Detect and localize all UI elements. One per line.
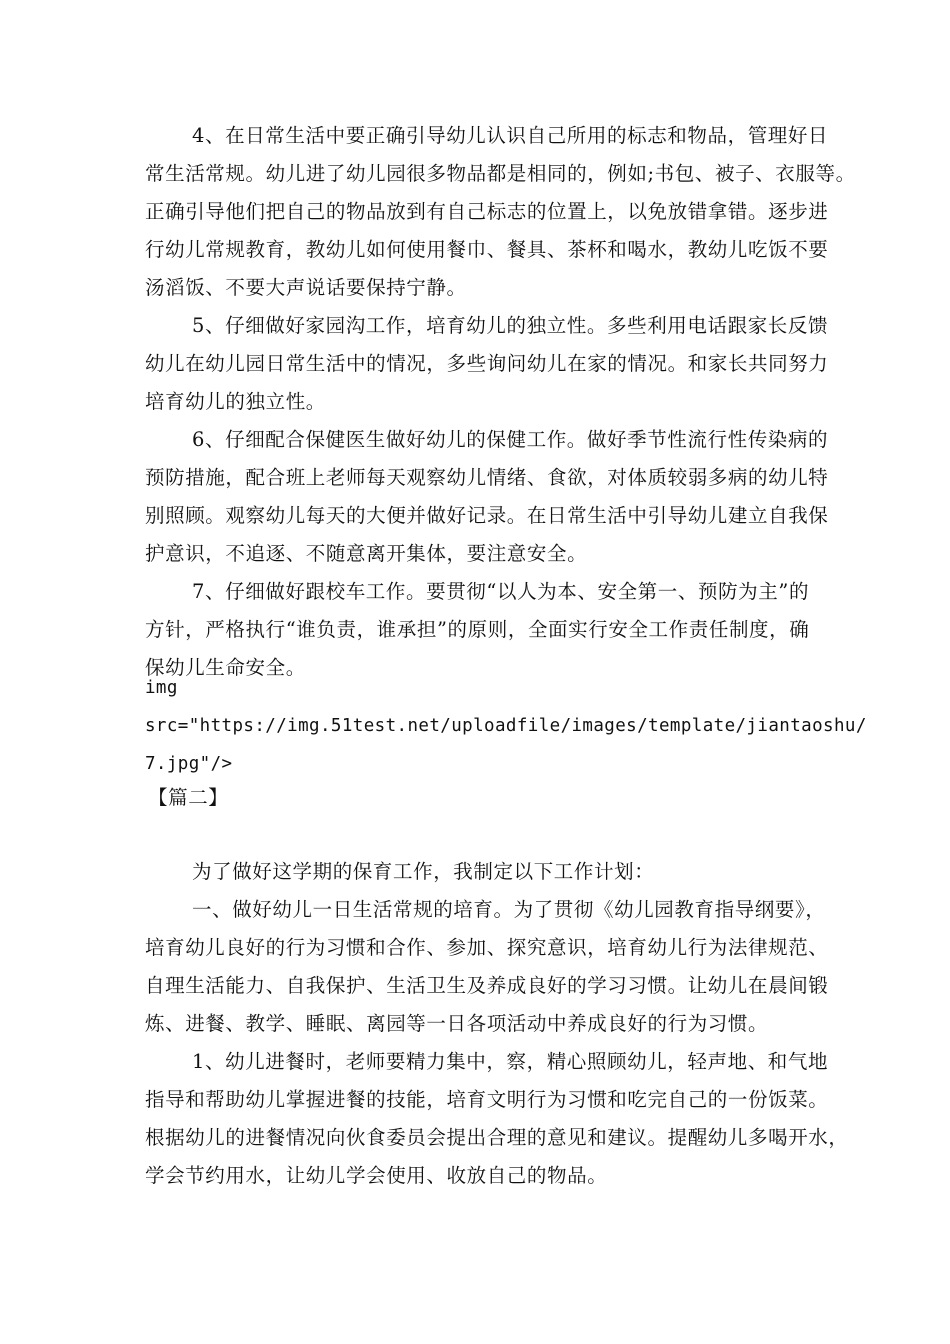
img-tag-text-line-1: img: [145, 678, 178, 698]
paragraph-6-line-4: 护意识，不追逐、不随意离开集体，要注意安全。: [145, 542, 588, 565]
img-tag-text-line-2: src="https://img.51test.net/uploadfile/images/template/jiantaoshu/: [145, 716, 867, 736]
paragraph-4-line-1: 4、在日常生活中要正确引导幼儿认识自己所用的标志和物品，管理好日: [192, 124, 829, 147]
section-1-line-2: 培育幼儿良好的行为习惯和合作、参加、探究意识，培育幼儿行为法律规范、: [145, 936, 829, 959]
section-heading: 【篇二】: [148, 786, 229, 809]
paragraph-5-line-1: 5、仔细做好家园沟工作，培育幼儿的独立性。多些利用电话跟家长反馈: [192, 314, 829, 337]
intro-line: 为了做好这学期的保育工作，我制定以下工作计划：: [192, 860, 655, 883]
paragraph-4-line-3: 正确引导他们把自己的物品放到有自己标志的位置上，以免放错拿错。逐步进: [145, 200, 829, 223]
item-1-line-3: 根据幼儿的进餐情况向伙食委员会提出合理的意见和建议。提醒幼儿多喝开水，: [145, 1126, 849, 1149]
paragraph-6-line-2: 预防措施，配合班上老师每天观察幼儿情绪、食欲，对体质较弱多病的幼儿特: [145, 466, 829, 489]
item-1-line-1: 1、幼儿进餐时，老师要精力集中，察，精心照顾幼儿，轻声地、和气地: [192, 1050, 829, 1073]
item-1-line-4: 学会节约用水，让幼儿学会使用、收放自己的物品。: [145, 1164, 608, 1187]
paragraph-6-line-3: 别照顾。观察幼儿每天的大便并做好记录。在日常生活中引导幼儿建立自我保: [145, 504, 829, 527]
paragraph-4-line-2: 常生活常规。幼儿进了幼儿园很多物品都是相同的，例如;书包、被子、衣服等。: [145, 162, 856, 185]
item-1-line-2: 指导和帮助幼儿掌握进餐的技能，培育文明行为习惯和吃完自己的一份饭菜。: [145, 1088, 829, 1111]
section-1-line-1: 一、做好幼儿一日生活常规的培育。为了贯彻《幼儿园教育指导纲要》，: [192, 898, 826, 921]
img-tag-text-line-3: 7.jpg"/>: [145, 754, 233, 774]
paragraph-7-line-2: 方针，严格执行“谁负责，谁承担”的原则，全面实行安全工作责任制度，确: [145, 618, 810, 641]
section-1-line-4: 炼、进餐、教学、睡眠、离园等一日各项活动中养成良好的行为习惯。: [145, 1012, 769, 1035]
paragraph-7-line-1: 7、仔细做好跟校车工作。要贯彻“以人为本、安全第一、预防为主”的: [192, 580, 810, 603]
paragraph-5-line-3: 培育幼儿的独立性。: [145, 390, 326, 413]
paragraph-6-line-1: 6、仔细配合保健医生做好幼儿的保健工作。做好季节性流行性传染病的: [192, 428, 829, 451]
paragraph-5-line-2: 幼儿在幼儿园日常生活中的情况，多些询问幼儿在家的情况。和家长共同努力: [145, 352, 829, 375]
paragraph-7-line-3: 保幼儿生命安全。: [145, 656, 306, 679]
paragraph-4-line-4: 行幼儿常规教育，教幼儿如何使用餐巾、餐具、茶杯和喝水，教幼儿吃饭不要: [145, 238, 829, 261]
paragraph-4-line-5: 汤滔饭、不要大声说话要保持宁静。: [145, 276, 467, 299]
section-1-line-3: 自理生活能力、自我保护、生活卫生及养成良好的学习习惯。让幼儿在晨间锻: [145, 974, 829, 997]
